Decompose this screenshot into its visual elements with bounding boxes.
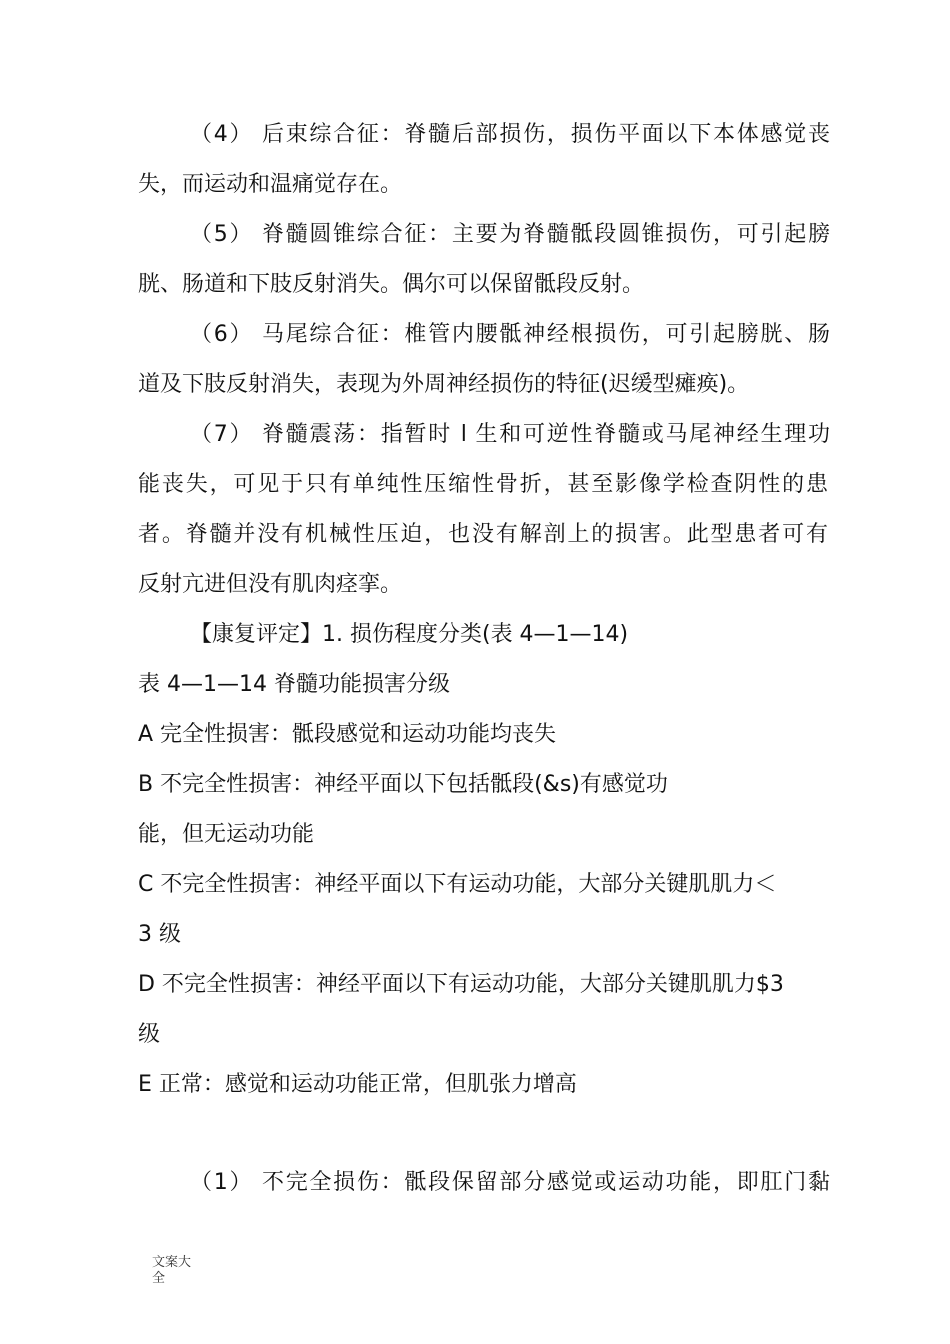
text-line: （6） 马尾综合征：椎管内腰骶神经根损伤，可引起膀胱、肠 [190,322,830,347]
text-line: 失，而运动和温痛觉存在。 [138,172,403,197]
text-line: 反射亢进但没有肌肉痉挛。 [138,572,403,597]
text-line: 道及下肢反射消失，表现为外周神经损伤的特征(迟缓型瘫痪)。 [138,372,750,397]
section-heading: 【康复评定】1. 损伤程度分类(表 4—1—14) [190,622,629,647]
grade-b-line-continued: 能，但无运动功能 [138,822,315,847]
text-line: 胱、肠道和下肢反射消失。偶尔可以保留骶段反射。 [138,272,645,297]
text-line: （1） 不完全损伤：骶段保留部分感觉或运动功能，即肛门黏 [190,1170,830,1195]
text-line: 者。脊髓并没有机械性压迫，也没有解剖上的损害。此型患者可有 [138,522,828,547]
text-line: （4） 后束综合征：脊髓后部损伤，损伤平面以下本体感觉丧 [190,122,830,147]
text-line: 能丧失，可见于只有单纯性压缩性骨折，甚至影像学检查阴性的患 [138,472,828,497]
text-line: （7） 脊髓震荡：指暂时 l 生和可逆性脊髓或马尾神经生理功 [190,422,830,447]
grade-c-line-continued: 3 级 [138,922,181,947]
text-line: （5） 脊髓圆锥综合征：主要为脊髓骶段圆锥损伤，可引起膀 [190,222,830,247]
footer-watermark: 文案大全 [152,1255,192,1286]
grade-b-line: B 不完全性损害：神经平面以下包括骶段(&s)有感觉功 [138,772,668,797]
grade-d-line: D 不完全性损害：神经平面以下有运动功能，大部分关键肌肌力$3 [138,972,784,997]
grade-d-line-continued: 级 [138,1022,161,1047]
grade-a-line: A 完全性损害：骶段感觉和运动功能均丧失 [138,722,557,747]
grade-e-line: E 正常：感觉和运动功能正常，但肌张力增高 [138,1072,577,1097]
table-caption: 表 4—1—14 脊髓功能损害分级 [138,672,450,697]
grade-c-line: C 不完全性损害：神经平面以下有运动功能，大部分关键肌肌力＜ [138,872,777,897]
